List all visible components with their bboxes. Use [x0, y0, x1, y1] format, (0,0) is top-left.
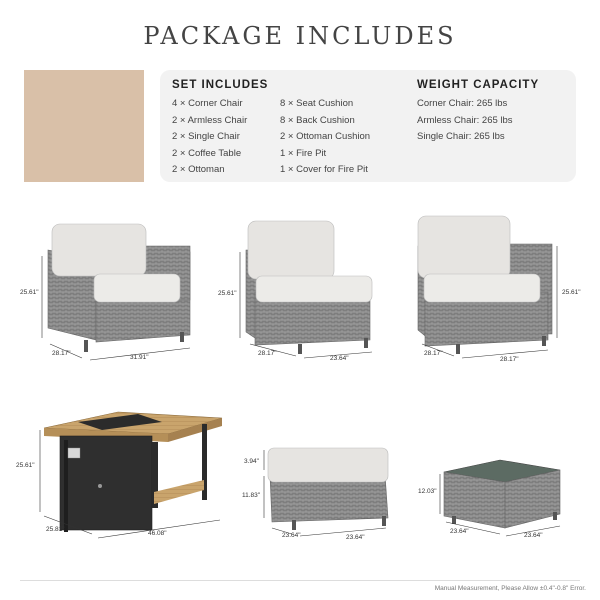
armless-chair-image [246, 221, 372, 354]
page-title: PACKAGE INCLUDES [143, 22, 457, 50]
list-item: 8 × Back Cushion [280, 114, 355, 126]
list-item: 2 × Coffee Table [172, 147, 242, 159]
set-includes-heading: SET INCLUDES [172, 79, 269, 91]
list-item: 2 × Armless Chair [172, 114, 248, 126]
armless-chair-width: 23.64" [330, 355, 349, 362]
fire-pit-width: 46.08" [148, 530, 167, 537]
ottoman-width: 23.64" [346, 534, 365, 541]
list-item: Armless Chair: 265 lbs [417, 114, 513, 126]
coffee-table-width: 23.64" [524, 532, 543, 539]
footer-divider [20, 580, 580, 581]
coffee-table-depth: 23.64" [450, 528, 469, 535]
fire-pit-image [44, 412, 222, 532]
ottoman-height: 11.83" [242, 492, 261, 499]
list-item: 2 × Ottoman Cushion [280, 131, 371, 142]
corner-chair-depth: 28.17" [52, 350, 71, 357]
list-item: 2 × Single Chair [172, 131, 240, 142]
weight-capacity-heading: WEIGHT CAPACITY [417, 79, 540, 91]
armless-chair-depth: 28.17" [258, 350, 277, 357]
list-item: 8 × Seat Cushion [280, 98, 354, 109]
ottoman-image [268, 448, 388, 530]
list-item: 4 × Corner Chair [172, 98, 243, 109]
list-item: Corner Chair: 265 lbs [417, 98, 508, 109]
single-chair-depth: 28.17" [424, 350, 443, 357]
single-chair-width: 28.17" [500, 356, 519, 363]
ottoman-depth: 23.64" [282, 532, 301, 539]
corner-chair-image [48, 224, 190, 352]
fire-pit-height: 25.61" [16, 462, 35, 469]
corner-chair-height: 25.61" [20, 289, 39, 296]
list-item: 2 × Ottoman [172, 164, 225, 175]
fire-pit-depth: 25.81" [46, 526, 65, 533]
armless-chair-height: 25.61" [218, 290, 237, 297]
corner-chair-width: 31.91" [130, 354, 149, 361]
list-item: 1 × Cover for Fire Pit [280, 164, 368, 175]
list-item: Single Chair: 265 lbs [417, 131, 505, 142]
list-item: 1 × Fire Pit [280, 147, 327, 159]
measurement-footnote: Manual Measurement, Please Allow ±0.4"-0.8" Error. [434, 585, 586, 592]
ottoman-cushion-height: 3.94" [244, 458, 259, 465]
coffee-table-height: 12.03" [418, 488, 437, 495]
single-chair-image [418, 216, 552, 354]
coffee-table-image [444, 460, 560, 528]
single-chair-height: 25.61" [562, 289, 581, 296]
